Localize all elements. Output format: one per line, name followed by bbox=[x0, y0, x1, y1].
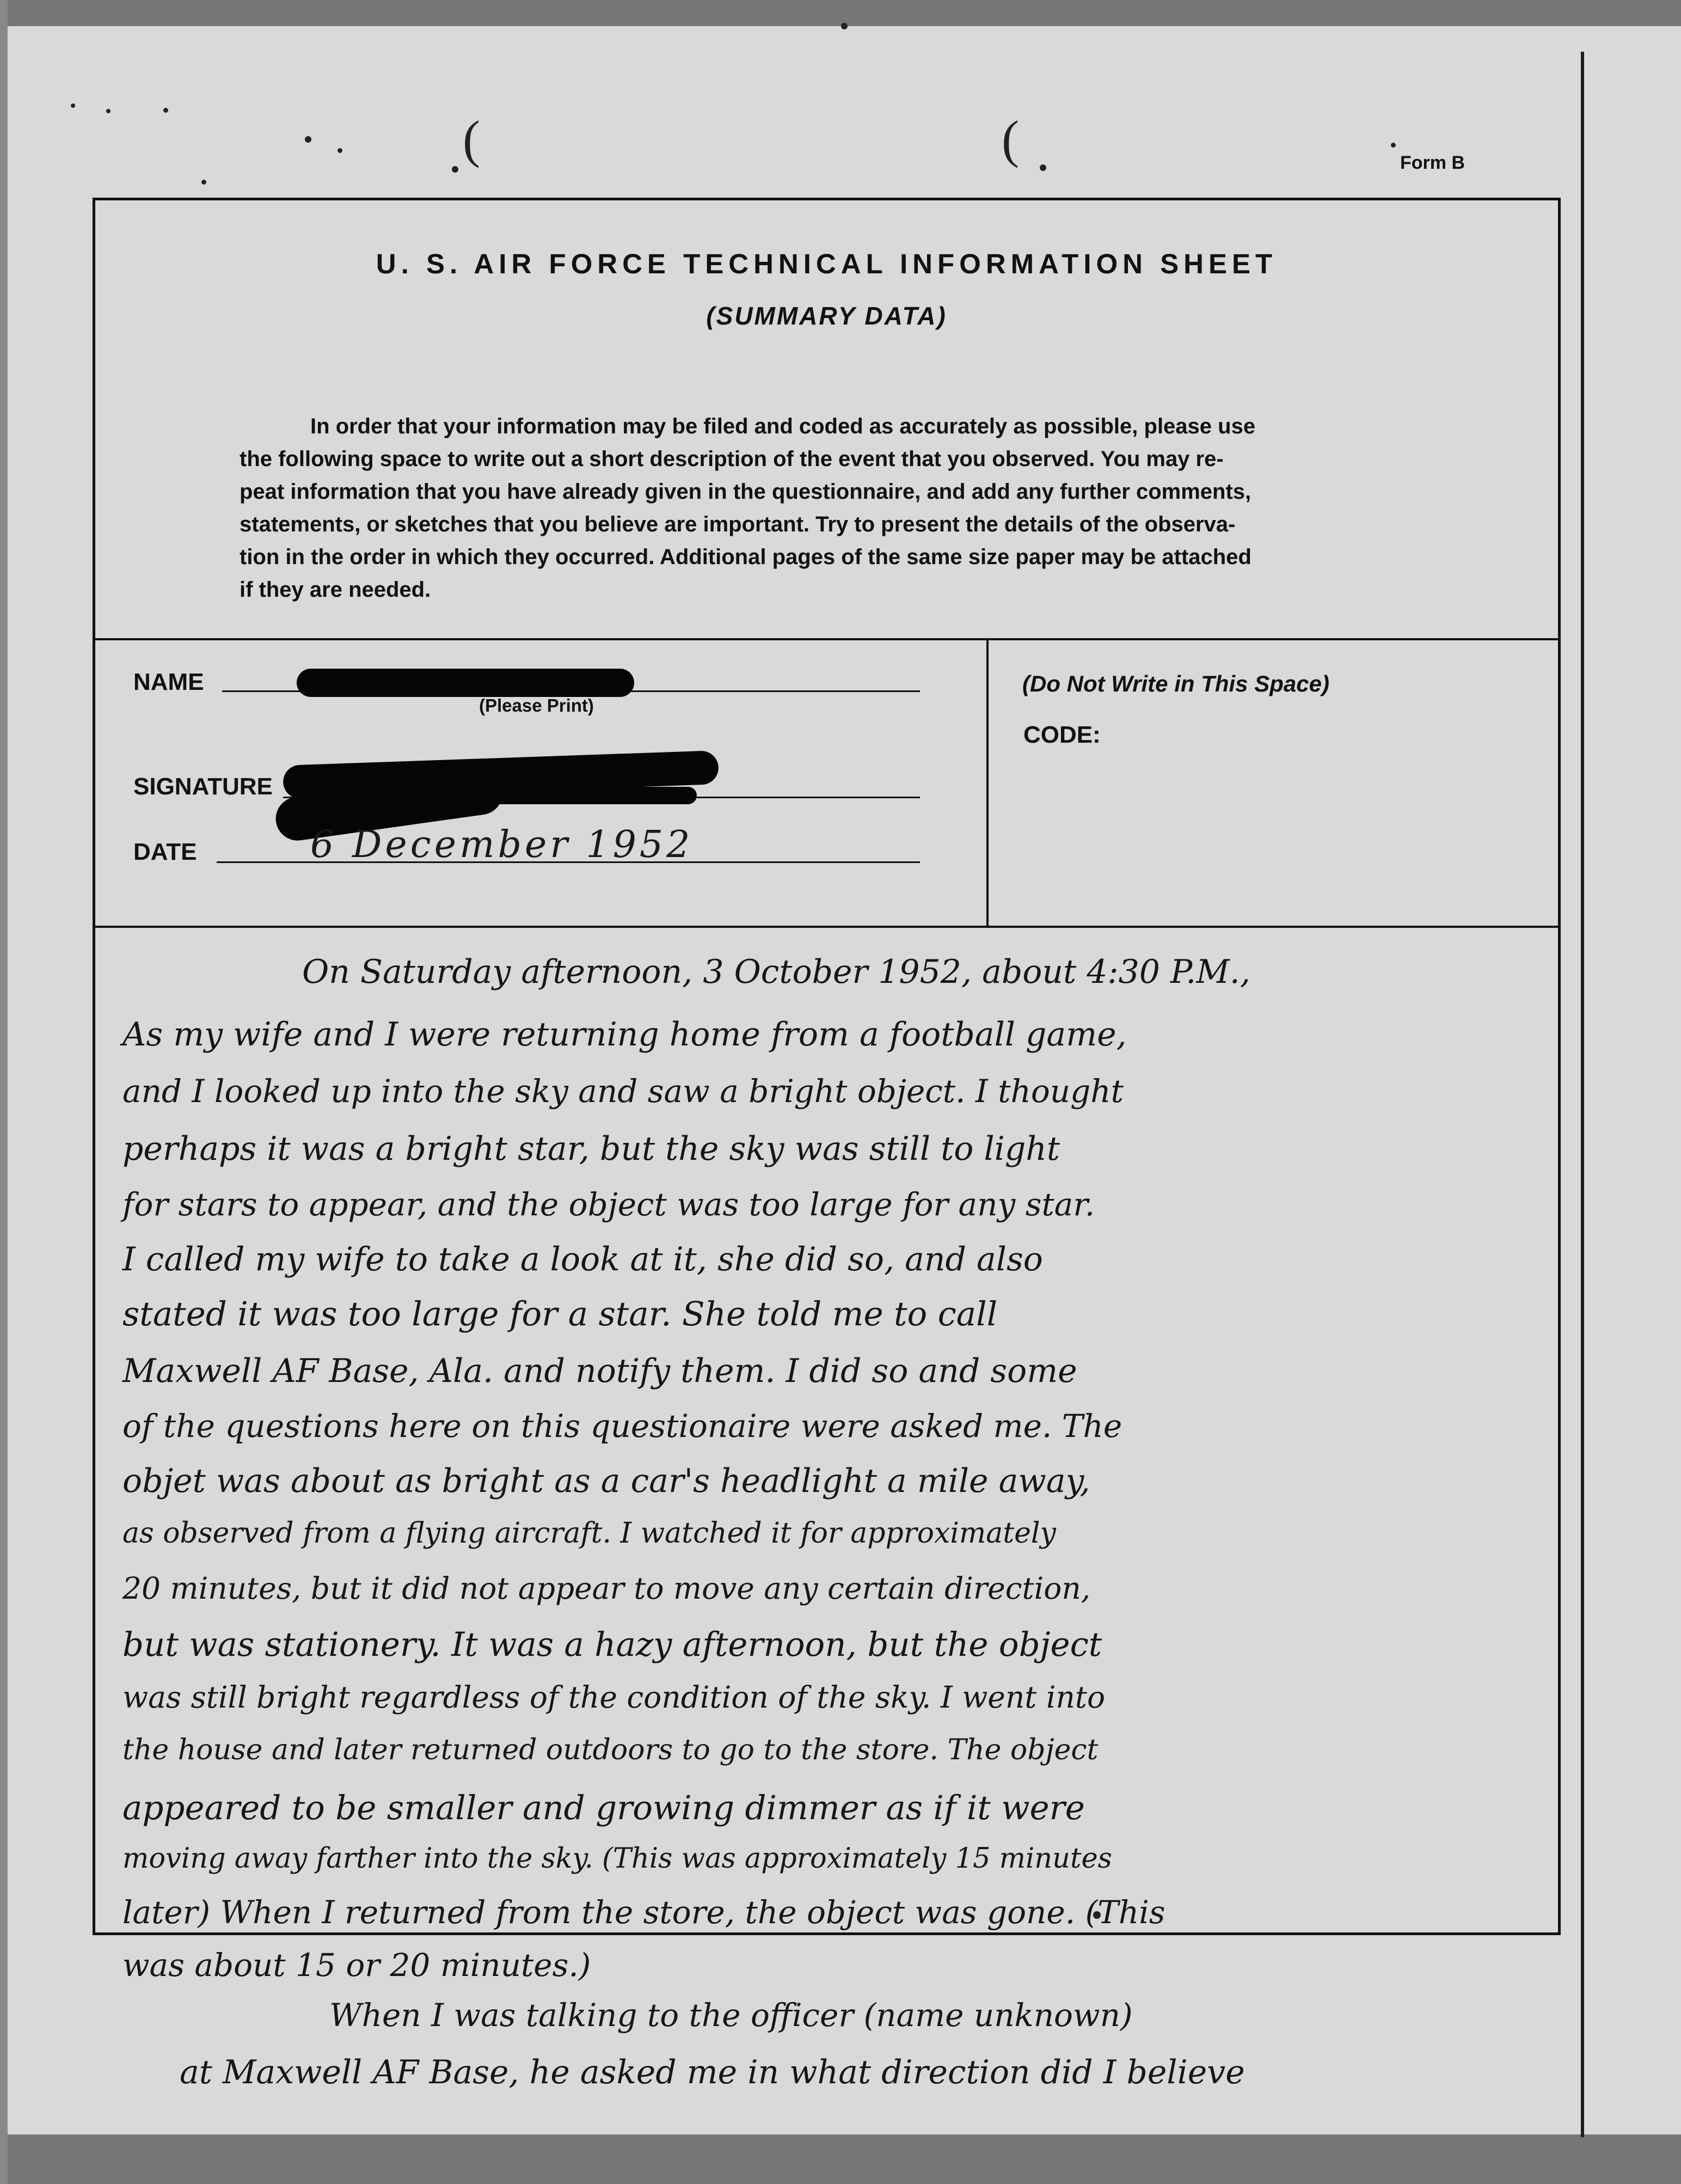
instructions bbox=[240, 410, 1415, 606]
name-redaction bbox=[297, 669, 634, 697]
narrative-line: of the questions here on this questionaire were asked me. The bbox=[122, 1408, 1122, 1445]
scan-speck bbox=[452, 166, 458, 173]
narrative-line: When I was talking to the officer (name unknown) bbox=[329, 1997, 1133, 2034]
name-print-hint: (Please Print) bbox=[479, 695, 594, 715]
form-subtitle: (SUMMARY DATA) bbox=[706, 302, 947, 330]
divider-fields bbox=[93, 926, 1561, 928]
narrative-line: was about 15 or 20 minutes.) bbox=[122, 1947, 591, 1984]
narrative-line: was still bright regardless of the condition of the sky. I went into bbox=[122, 1680, 1106, 1715]
narrative-line: stated it was too large for a star. She told me to call bbox=[122, 1295, 998, 1333]
scan-bracket-left: ( bbox=[463, 110, 480, 168]
narrative-line: and I looked up into the sky and saw a bright object. I thought bbox=[122, 1073, 1124, 1110]
narrative-line: As my wife and I were returning home from a football game, bbox=[122, 1015, 1127, 1054]
narrative-line: moving away farther into the sky. (This was approximately 15 minutes bbox=[122, 1843, 1112, 1875]
narrative-line: appeared to be smaller and growing dimmer as if it were bbox=[122, 1789, 1085, 1827]
scan-speck bbox=[1391, 143, 1396, 148]
narrative-line: On Saturday afternoon, 3 October 1952, about 4:30 P.M., bbox=[302, 953, 1250, 991]
form-title: U. S. AIR FORCE TECHNICAL INFORMATION SHEET bbox=[376, 248, 1278, 279]
divider-office-column bbox=[986, 638, 989, 927]
narrative-line: perhaps it was a bright star, but the sky was still to light bbox=[122, 1130, 1060, 1168]
date-label: DATE bbox=[133, 839, 197, 865]
narrative-line: Maxwell AF Base, Ala. and notify them. I did so and some bbox=[122, 1352, 1077, 1390]
narrative-line: I called my wife to take a look at it, she did so, and also bbox=[122, 1240, 1043, 1278]
date-value: 6 December 1952 bbox=[310, 823, 694, 866]
scan-speck bbox=[106, 109, 111, 113]
scan-border-top bbox=[0, 0, 1681, 26]
scan-speck bbox=[163, 108, 168, 113]
scan-bracket-right: ( bbox=[1002, 110, 1019, 168]
office-use-note: (Do Not Write in This Space) bbox=[1022, 671, 1329, 696]
narrative-line: the house and later returned outdoors to go to the store. The object bbox=[122, 1734, 1099, 1766]
scan-speck bbox=[71, 103, 75, 108]
scan-border-left bbox=[0, 0, 8, 2184]
narrative-line: as observed from a flying aircraft. I watched it for approximately bbox=[122, 1517, 1056, 1550]
name-label: NAME bbox=[133, 669, 204, 695]
scan-border-bottom bbox=[0, 2134, 1681, 2184]
narrative-line: later) When I returned from the store, the object was gone. (This bbox=[122, 1894, 1165, 1931]
narrative-line: objet was about as bright as a car's headlight a mile away, bbox=[122, 1462, 1090, 1500]
divider-header bbox=[93, 638, 1561, 640]
narrative-line: at Maxwell AF Base, he asked me in what direction did I believe bbox=[180, 2053, 1245, 2091]
scan-speck bbox=[201, 180, 206, 185]
code-label: CODE: bbox=[1023, 721, 1101, 748]
instruction-line: In order that your information may be filed and coded as accurately as possible, please use bbox=[310, 414, 1256, 438]
instruction-line: statements, or sketches that you believe are important. Try to present the details of the observa- bbox=[240, 512, 1236, 536]
scan-speck bbox=[1040, 164, 1046, 171]
instruction-line: if they are needed. bbox=[240, 578, 431, 602]
scan-speck bbox=[841, 23, 848, 29]
instruction-line: peat information that you have already given in the questionnaire, and add any further comments, bbox=[240, 480, 1251, 504]
narrative-line: for stars to appear, and the object was too large for any star. bbox=[122, 1186, 1095, 1223]
signature-label: SIGNATURE bbox=[133, 773, 273, 800]
signature-redaction bbox=[338, 787, 697, 804]
narrative-line: 20 minutes, but it did not appear to move any certain direction, bbox=[122, 1571, 1091, 1606]
narrative-line: but was stationery. It was a hazy afternoon, but the object bbox=[122, 1625, 1102, 1664]
scan-speck bbox=[305, 136, 311, 143]
scan-speck bbox=[338, 148, 342, 153]
instruction-line: tion in the order in which they occurred. Additional pages of the same size paper may be attached bbox=[240, 545, 1251, 569]
page-edge-line bbox=[1581, 52, 1584, 2137]
form-label: Form B bbox=[1400, 152, 1465, 173]
instruction-line: the following space to write out a short description of the event that you observed. You may re- bbox=[240, 447, 1224, 471]
